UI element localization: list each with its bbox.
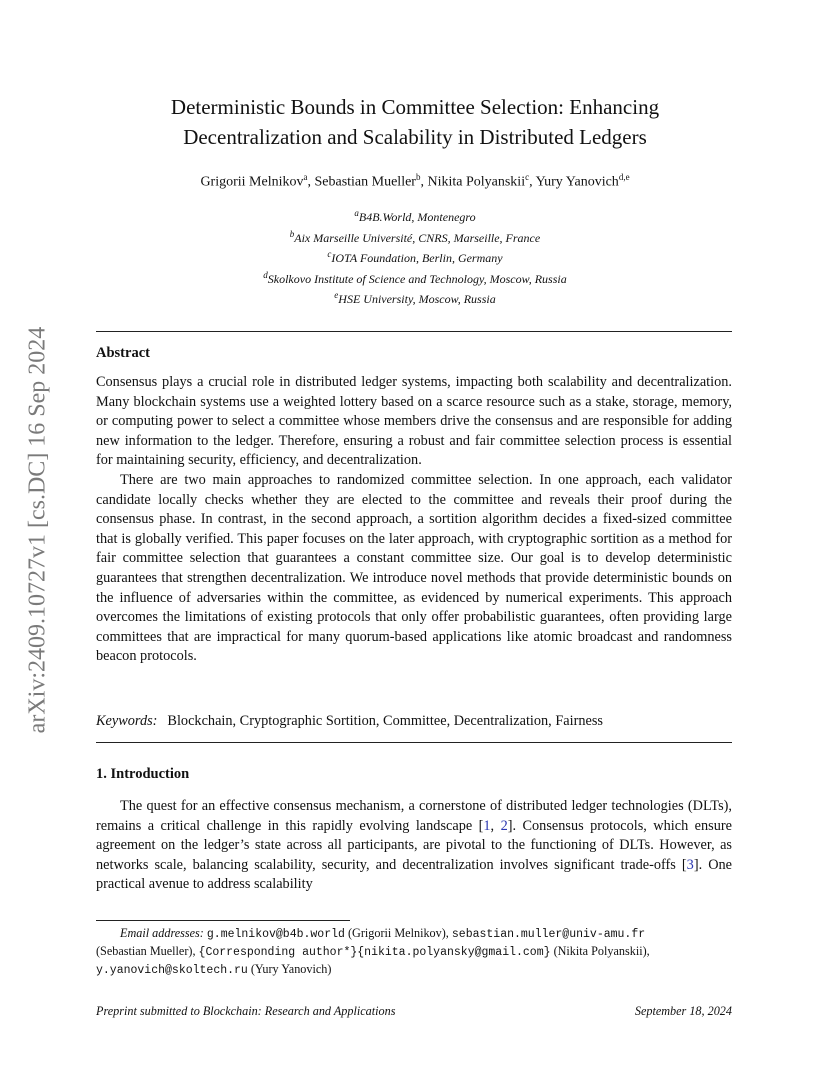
affiliation: $^c$IOTA Foundation, Berlin, Germany xyxy=(327,249,503,265)
paper-title xyxy=(95,92,735,152)
keywords-line xyxy=(96,712,732,732)
author-name: Sebastian Mueller xyxy=(314,174,416,190)
abstract-bottom-rule xyxy=(96,742,732,743)
citation-link[interactable]: 3 xyxy=(686,856,694,873)
footnote-emails: Email addresses: g.melnikov@b4b.world (Grigorii Melnikov), sebastian.muller@univ-amu.fr (Sebastian Mueller), {Corresponding author*}{nikita.polyansky@gmail.com} (Nikita Polyanskii), y.yanovich@skoltech.ru (Yury Yanovich) xyxy=(96,926,650,977)
footnote-rule xyxy=(96,920,350,921)
author-name: Nikita Polyanskii xyxy=(427,174,526,190)
citation-link[interactable]: 1 xyxy=(483,817,491,834)
affiliation: $^a$B4B.World, Montenegro xyxy=(354,208,476,224)
affiliation: $^e$HSE University, Moscow, Russia xyxy=(334,290,496,306)
affiliation: $^d$Skolkovo Institute of Science and Technology, Moscow, Russia xyxy=(263,269,567,286)
author-name: Grigorii Melnikov xyxy=(200,174,304,190)
email-link[interactable]: sebastian.muller@univ-amu.fr xyxy=(451,928,646,941)
footnote-label: Email addresses: xyxy=(120,926,204,940)
author-sup: a xyxy=(303,172,308,182)
abstract-heading: Abstract xyxy=(96,345,150,361)
email-link[interactable]: y.yanovich@skoltech.ru xyxy=(96,964,248,977)
author-sup: c xyxy=(525,172,530,182)
footer-date: September 18, 2024 xyxy=(634,1004,732,1018)
abstract-top-rule xyxy=(96,331,732,332)
footer-preprint-note: Preprint submitted to Blockchain: Research and Applications xyxy=(96,1004,396,1018)
author-list: Grigorii Melnikov$^a$, Sebastian Mueller$^b$, Nikita Polyanskii$^c$, Yury Yanovich$^{d,e}$ xyxy=(200,172,630,190)
section-heading-introduction: 1. Introduction xyxy=(96,766,190,782)
title-line-2: Decentralization and Scalability in Distributed Ledgers xyxy=(183,125,647,149)
email-link[interactable]: g.melnikov@b4b.world xyxy=(206,928,345,941)
author-sup: d,e xyxy=(618,172,630,182)
keywords-label: Keywords: xyxy=(96,713,158,729)
abstract-paragraph-1: Consensus plays a crucial role in distributed ledger systems, impacting both scalability and decentralization. Many blockchain systems use a weighted lottery based on a scarce resource such as a stake, storage, memory, or computing power to select a committee whose members drive the consensus and are responsible for adding new information to the ledger. Therefore, ensuring a robust and fair committee selection process is essential for maintaining security, efficiency, and decentralization. xyxy=(96,374,732,469)
introduction-paragraph: The quest for an effective consensus mechanism, a cornerstone of distributed ledger technologies (DLTs), remains a critical challenge in this rapidly evolving landscape [1, 2]. Consensus protocols, which ensure agreement on the ledger’s state across all participants, are pivotal to the functioning of DLTs. However, as networks scale, balancing scalability, security, and decentralization involves significant trade-offs [3]. One practical avenue to address scalability xyxy=(96,798,733,893)
citation-link[interactable]: 2 xyxy=(500,817,508,834)
arxiv-stamp xyxy=(18,290,58,770)
page-footer xyxy=(96,1004,732,1019)
abstract-body xyxy=(96,373,732,667)
arxiv-stamp-text: arXiv:2409.10727v1 [cs.DC] 16 Sep 2024 xyxy=(24,326,51,734)
abstract-paragraph-2: There are two main approaches to randomized committee selection. In one approach, each validator candidate locally checks whether they are elected to the committee and reveals their proof during the consensus phase. In contrast, in the second approach, a sortition algorithm decides a fixed-sized committee that is globally verified. This paper focuses on the later approach, with cryptographic sortition as a method for fair committee selection that guarantees a constant committee size. Our goal is to develop deterministic guarantees that strengthen decentralization. We introduce novel methods that provide deterministic bounds on the influence of adversaries within the committee, as evidenced by numerical experiments. This approach overcomes the limitations of existing protocols that only offer probabilistic guarantees, often providing large committees that are impractical for many quorum-based applications like atomic broadcast and randomness beacon protocols. xyxy=(96,471,732,665)
title-line-1: Deterministic Bounds in Committee Selection: Enhancing xyxy=(170,95,660,119)
keywords-text: Blockchain, Cryptographic Sortition, Committee, Decentralization, Fairness xyxy=(167,713,603,729)
affiliation: $^b$Aix Marseille Université, CNRS, Marseille, France xyxy=(289,228,541,245)
author-sup: b xyxy=(415,172,421,182)
email-link[interactable]: {Corresponding author*}{nikita.polyansky@gmail.com} xyxy=(198,946,551,959)
author-name: Yury Yanovich xyxy=(535,174,619,190)
affiliation-list xyxy=(95,205,735,308)
